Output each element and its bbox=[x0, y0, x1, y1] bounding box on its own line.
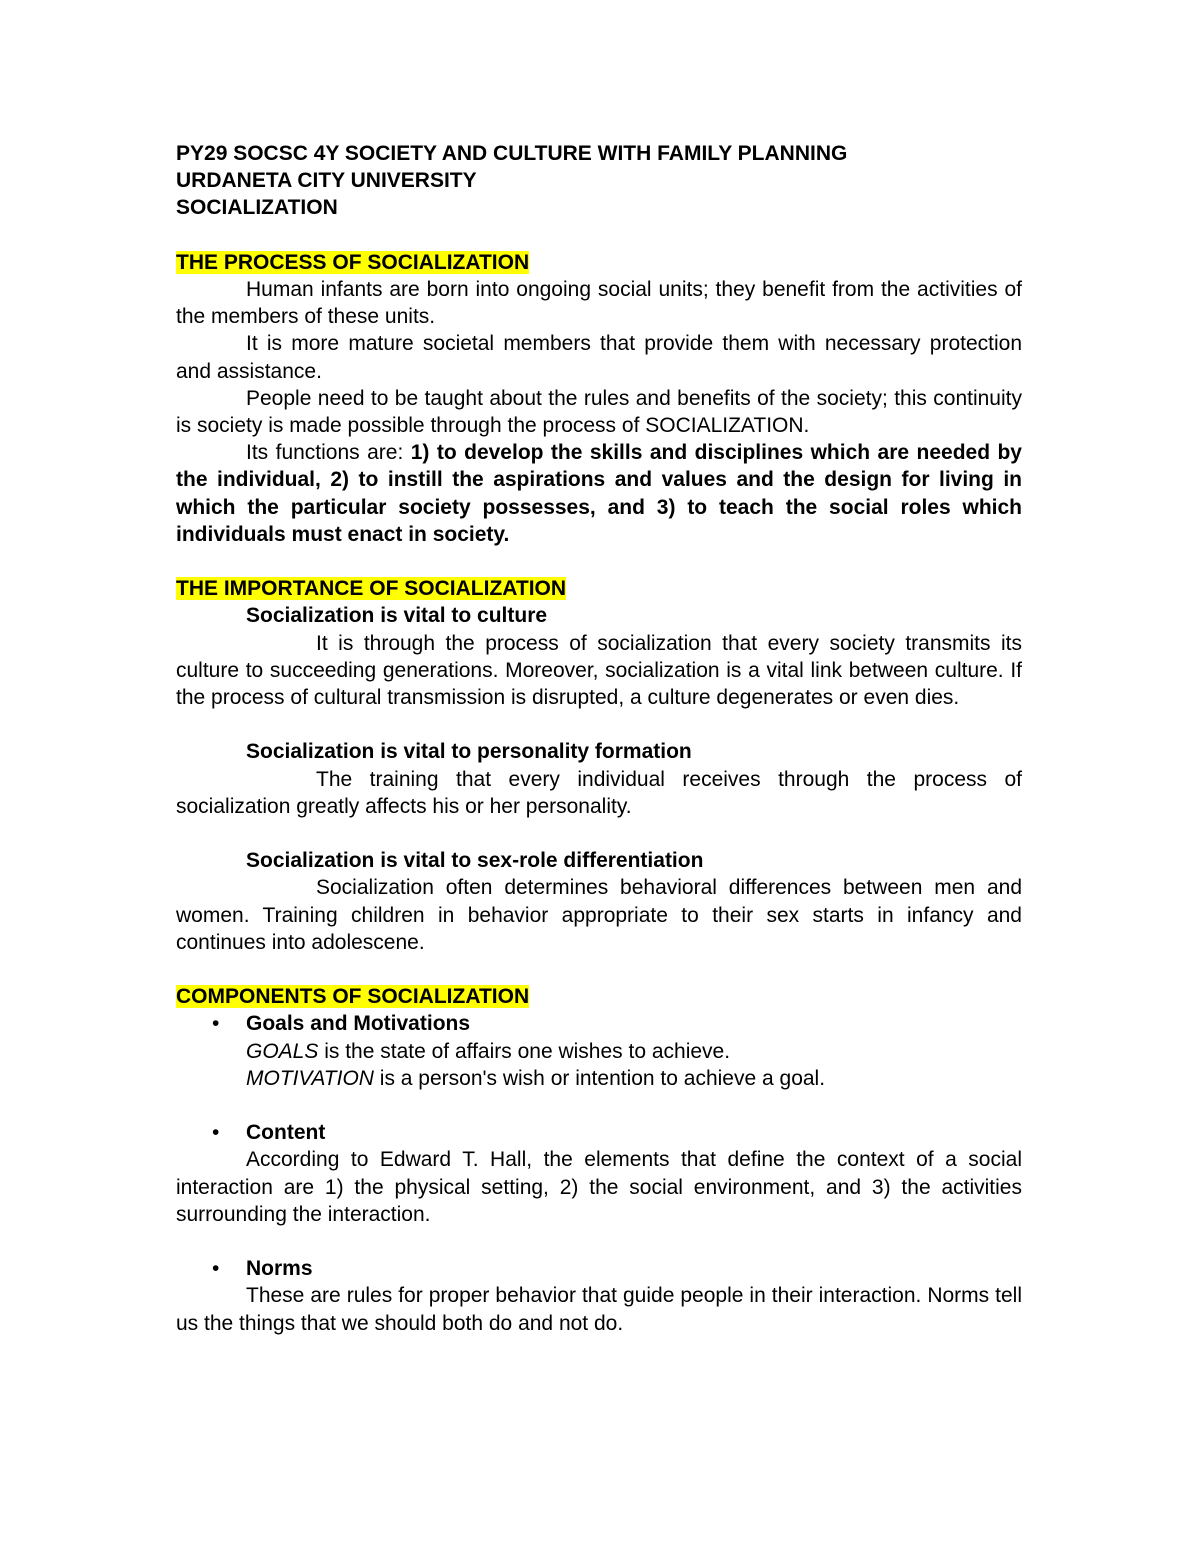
subheading-personality: Socialization is vital to personality formation bbox=[246, 740, 692, 764]
document-body bbox=[176, 140, 1022, 1337]
list-item-goals bbox=[176, 1010, 1022, 1037]
section-importance bbox=[176, 575, 1022, 956]
motivation-definition: MOTIVATION is a person's wish or intention to achieve a goal. bbox=[246, 1066, 826, 1090]
goals-definition: GOALS is the state of affairs one wishes to achieve. bbox=[246, 1039, 731, 1063]
functions-lead: Its functions are: bbox=[246, 441, 411, 465]
list-item-norms bbox=[176, 1255, 1022, 1282]
paragraph: The training that every individual receives through the process of socialization greatly affects his or her personality. bbox=[176, 767, 1022, 818]
university-name: URDANETA CITY UNIVERSITY bbox=[176, 169, 477, 193]
list-item-title: Norms bbox=[246, 1257, 313, 1281]
section-components bbox=[176, 983, 1022, 1337]
list-item-content bbox=[176, 1119, 1022, 1146]
paragraph: According to Edward T. Hall, the elements that define the context of a social interaction are 1) the physical setting, 2) the social environment, and 3) the activities surrounding the interaction. bbox=[176, 1148, 1022, 1226]
section-heading-importance: THE IMPORTANCE OF SOCIALIZATION bbox=[176, 577, 567, 601]
section-process bbox=[176, 249, 1022, 548]
paragraph: These are rules for proper behavior that guide people in their interaction. Norms tell us the things that we should both do and not do. bbox=[176, 1284, 1022, 1335]
components-list bbox=[176, 1119, 1022, 1146]
topic-title: SOCIALIZATION bbox=[176, 196, 338, 220]
paragraph: Human infants are born into ongoing social units; they benefit from the activities of the members of these units. bbox=[176, 277, 1022, 329]
bullet-icon: • bbox=[212, 1121, 220, 1145]
functions-paragraph bbox=[176, 439, 1022, 548]
paragraph: People need to be taught about the rules and benefits of the society; this continuity is society is made possible through the process of SOCIALIZATION. bbox=[176, 386, 1022, 437]
components-list bbox=[176, 1255, 1022, 1282]
functions-list: 1) to develop the skills and disciplines which are needed by the individual, 2) to instill the aspirations and values and the design for living in which the particular society possesses, and 3) to teach the social roles which individuals must enact in society. bbox=[176, 441, 1022, 546]
paragraph: Socialization often determines behavioral differences between men and women. Training children in behavior appropriate to their sex starts in infancy and continues into adolescene. bbox=[176, 876, 1022, 954]
list-item-title: Goals and Motivations bbox=[246, 1012, 471, 1036]
course-title: PY29 SOCSC 4Y SOCIETY AND CULTURE WITH FAMILY PLANNING bbox=[176, 142, 848, 165]
paragraph: It is through the process of socialization that every society transmits its culture to succeeding generations. Moreover, socialization is a vital link between culture. If the process of cultural transmission is disrupted, a culture degenerates or even dies. bbox=[176, 631, 1022, 709]
term-goals: GOALS bbox=[246, 1039, 319, 1063]
section-heading-process: THE PROCESS OF SOCIALIZATION bbox=[176, 250, 530, 274]
paragraph: It is more mature societal members that provide them with necessary protection and assistance. bbox=[176, 332, 1022, 383]
bullet-icon: • bbox=[212, 1257, 220, 1281]
term-motivation: MOTIVATION bbox=[246, 1066, 374, 1090]
bullet-icon: • bbox=[212, 1012, 220, 1036]
components-list bbox=[176, 1010, 1022, 1037]
document-header bbox=[176, 140, 1022, 222]
list-item-title: Content bbox=[246, 1121, 326, 1145]
section-heading-components: COMPONENTS OF SOCIALIZATION bbox=[176, 985, 530, 1009]
subheading-culture: Socialization is vital to culture bbox=[246, 604, 548, 628]
subheading-sex-role: Socialization is vital to sex-role differentiation bbox=[246, 849, 704, 873]
